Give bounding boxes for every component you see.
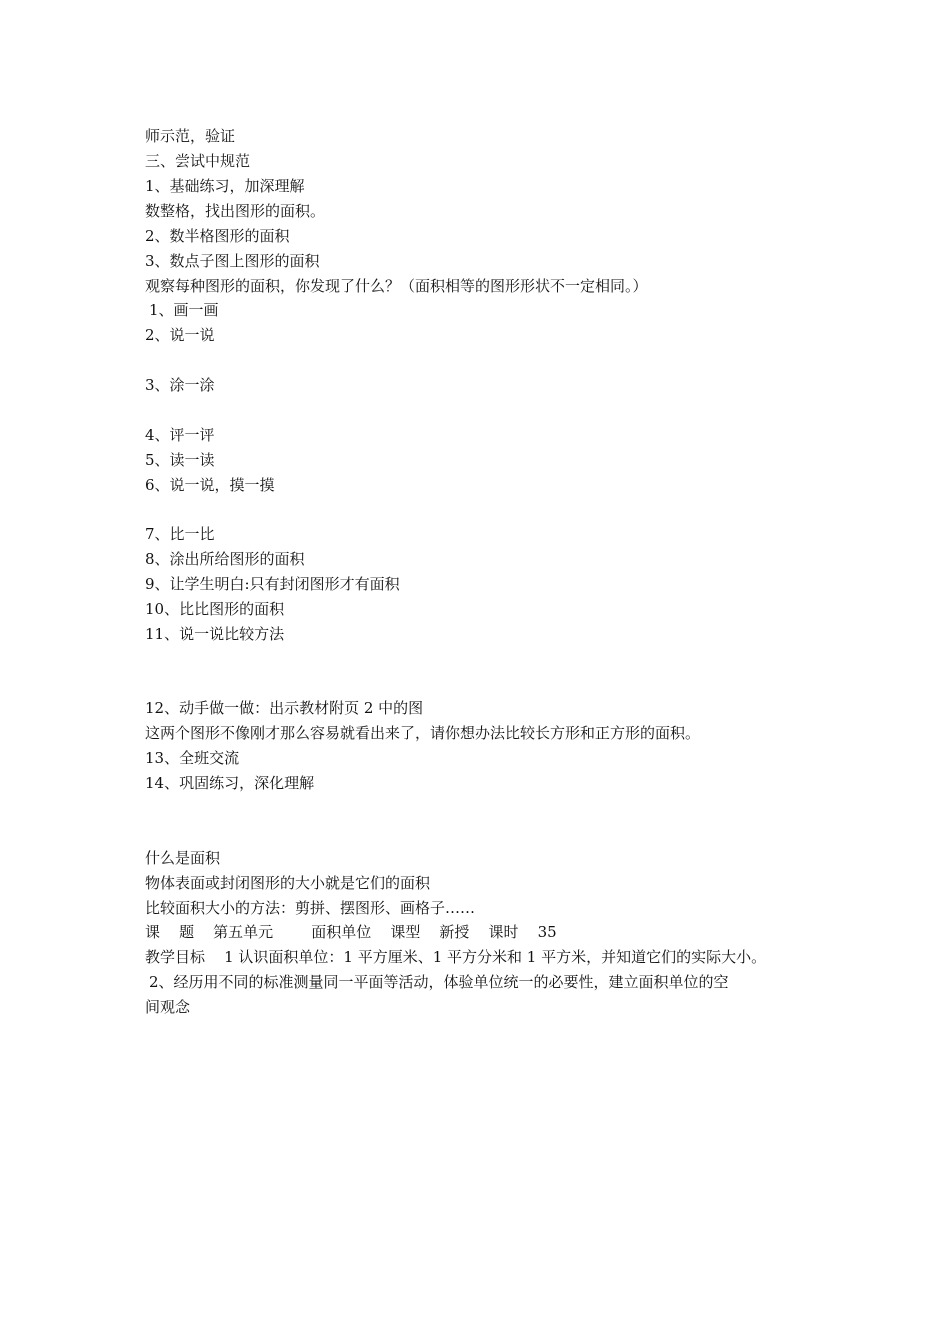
text-line: 数整格，找出图形的面积。	[145, 202, 326, 220]
text-line: 3、数点子图上图形的面积	[145, 252, 320, 270]
list-item: 1、画一画	[149, 301, 219, 319]
list-item: 8、涂出所给图形的面积	[145, 550, 305, 568]
list-item: 11、说一说比较方法	[145, 625, 285, 643]
text-line: 2、数半格图形的面积	[145, 227, 290, 245]
text-line: 观察每种图形的面积，你发现了什么？（面积相等的图形形状不一定相同。）	[145, 277, 648, 295]
list-item: 6、说一说，摸一摸	[145, 476, 275, 494]
teaching-goal-line: 间观念	[145, 998, 191, 1016]
list-item: 12、动手做一做：出示教材附页 2 中的图	[145, 699, 424, 717]
text-line: 这两个图形不像刚才那么容易就看出来了，请你想办法比较长方形和正方形的面积。	[145, 724, 701, 742]
lesson-info-row: 课 题 第五单元 面积单位 课型 新授 课时 35	[145, 923, 557, 941]
list-item: 5、读一读	[145, 451, 215, 469]
list-item: 9、让学生明白:只有封闭图形才有面积	[145, 575, 400, 593]
list-item: 2、说一说	[145, 326, 215, 344]
text-line: 师示范，验证	[145, 127, 236, 145]
list-item: 3、涂一涂	[145, 376, 215, 394]
text-line: 什么是面积	[145, 849, 221, 867]
teaching-goal-line: 2、经历用不同的标准测量同一平面等活动，体验单位统一的必要性，建立面积单位的空	[149, 973, 729, 991]
list-item: 14、巩固练习，深化理解	[145, 774, 315, 792]
list-item: 4、评一评	[145, 426, 215, 444]
list-item: 7、比一比	[145, 525, 215, 543]
text-line: 物体表面或封闭图形的大小就是它们的面积	[145, 874, 431, 892]
text-line: 1、基础练习，加深理解	[145, 177, 305, 195]
list-item: 10、比比图形的面积	[145, 600, 285, 618]
section-heading: 三、尝试中规范	[145, 152, 251, 170]
teaching-goal-line: 教学目标 1 认识面积单位：1 平方厘米、1 平方分米和 1 平方米，并知道它们的实际大小。	[145, 948, 767, 966]
list-item: 13、全班交流	[145, 749, 240, 767]
text-line: 比较面积大小的方法：剪拼、摆图形、画格子……	[145, 899, 476, 917]
